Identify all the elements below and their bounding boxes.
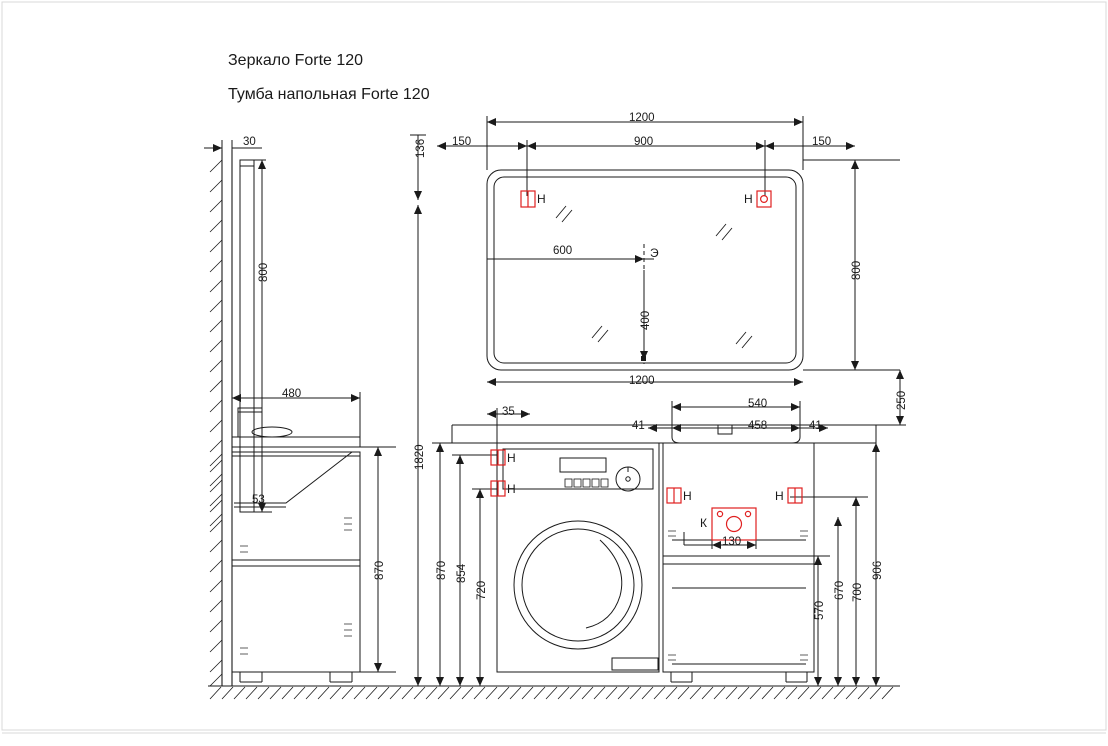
dim-mirror-center-offset-y: 400	[640, 310, 652, 330]
dim-sink-margin-right: 41	[809, 420, 822, 432]
dim-right-670: 670	[834, 580, 846, 600]
dim-countertop-depth: 480	[282, 388, 302, 400]
drawing-title-mirror: Зеркало Forte 120	[228, 52, 364, 69]
dim-mirror-to-counter: 250	[896, 390, 908, 410]
dim-sink-width: 540	[748, 398, 768, 410]
dim-mirror-margin-left: 150	[452, 136, 472, 148]
dim-front-cabinet-height: 870	[436, 560, 448, 580]
dim-front-720: 720	[476, 580, 488, 600]
dim-drain-width: 130	[722, 536, 742, 548]
label-cabinet-mark-h2: Н	[507, 482, 516, 496]
dim-right-570: 570	[814, 600, 826, 620]
dim-right-906: 906	[872, 560, 884, 580]
label-mirror-outlet-left: Н	[537, 192, 546, 206]
drawing-title-cabinet: Тумба напольная Forte 120	[228, 86, 430, 103]
dim-total-height: 1820	[414, 444, 426, 470]
dim-offset-35: 35	[502, 406, 515, 418]
dim-sink-inner-width: 458	[748, 420, 768, 432]
label-cabinet-mark-h4: Н	[775, 489, 784, 503]
dim-front-854: 854	[456, 563, 468, 583]
dim-wall-thickness: 30	[243, 136, 256, 148]
label-sink-mark-k: К	[700, 516, 707, 530]
dim-side-cabinet-height: 870	[374, 560, 386, 580]
dim-side-detail-53: 53	[252, 494, 265, 506]
dim-mirror-inner-width: 900	[634, 136, 654, 148]
label-mirror-outlet-right: Н	[744, 192, 753, 206]
label-cabinet-mark-h3: Н	[683, 489, 692, 503]
label-cabinet-mark-h1: Н	[507, 451, 516, 465]
dim-mirror-height: 800	[851, 260, 863, 280]
dim-mirror-center-offset-x: 600	[553, 245, 573, 257]
dim-sink-margin-left: 41	[632, 420, 645, 432]
dim-mirror-width-total: 1200	[629, 112, 655, 124]
dim-right-700: 700	[852, 582, 864, 602]
dim-side-panel-height: 800	[258, 262, 270, 282]
dim-side-top-offset: 136	[415, 138, 427, 158]
dim-mirror-bottom-width: 1200	[629, 375, 655, 387]
label-mirror-center-mark: Э	[650, 246, 659, 260]
dim-mirror-margin-right: 150	[812, 136, 832, 148]
